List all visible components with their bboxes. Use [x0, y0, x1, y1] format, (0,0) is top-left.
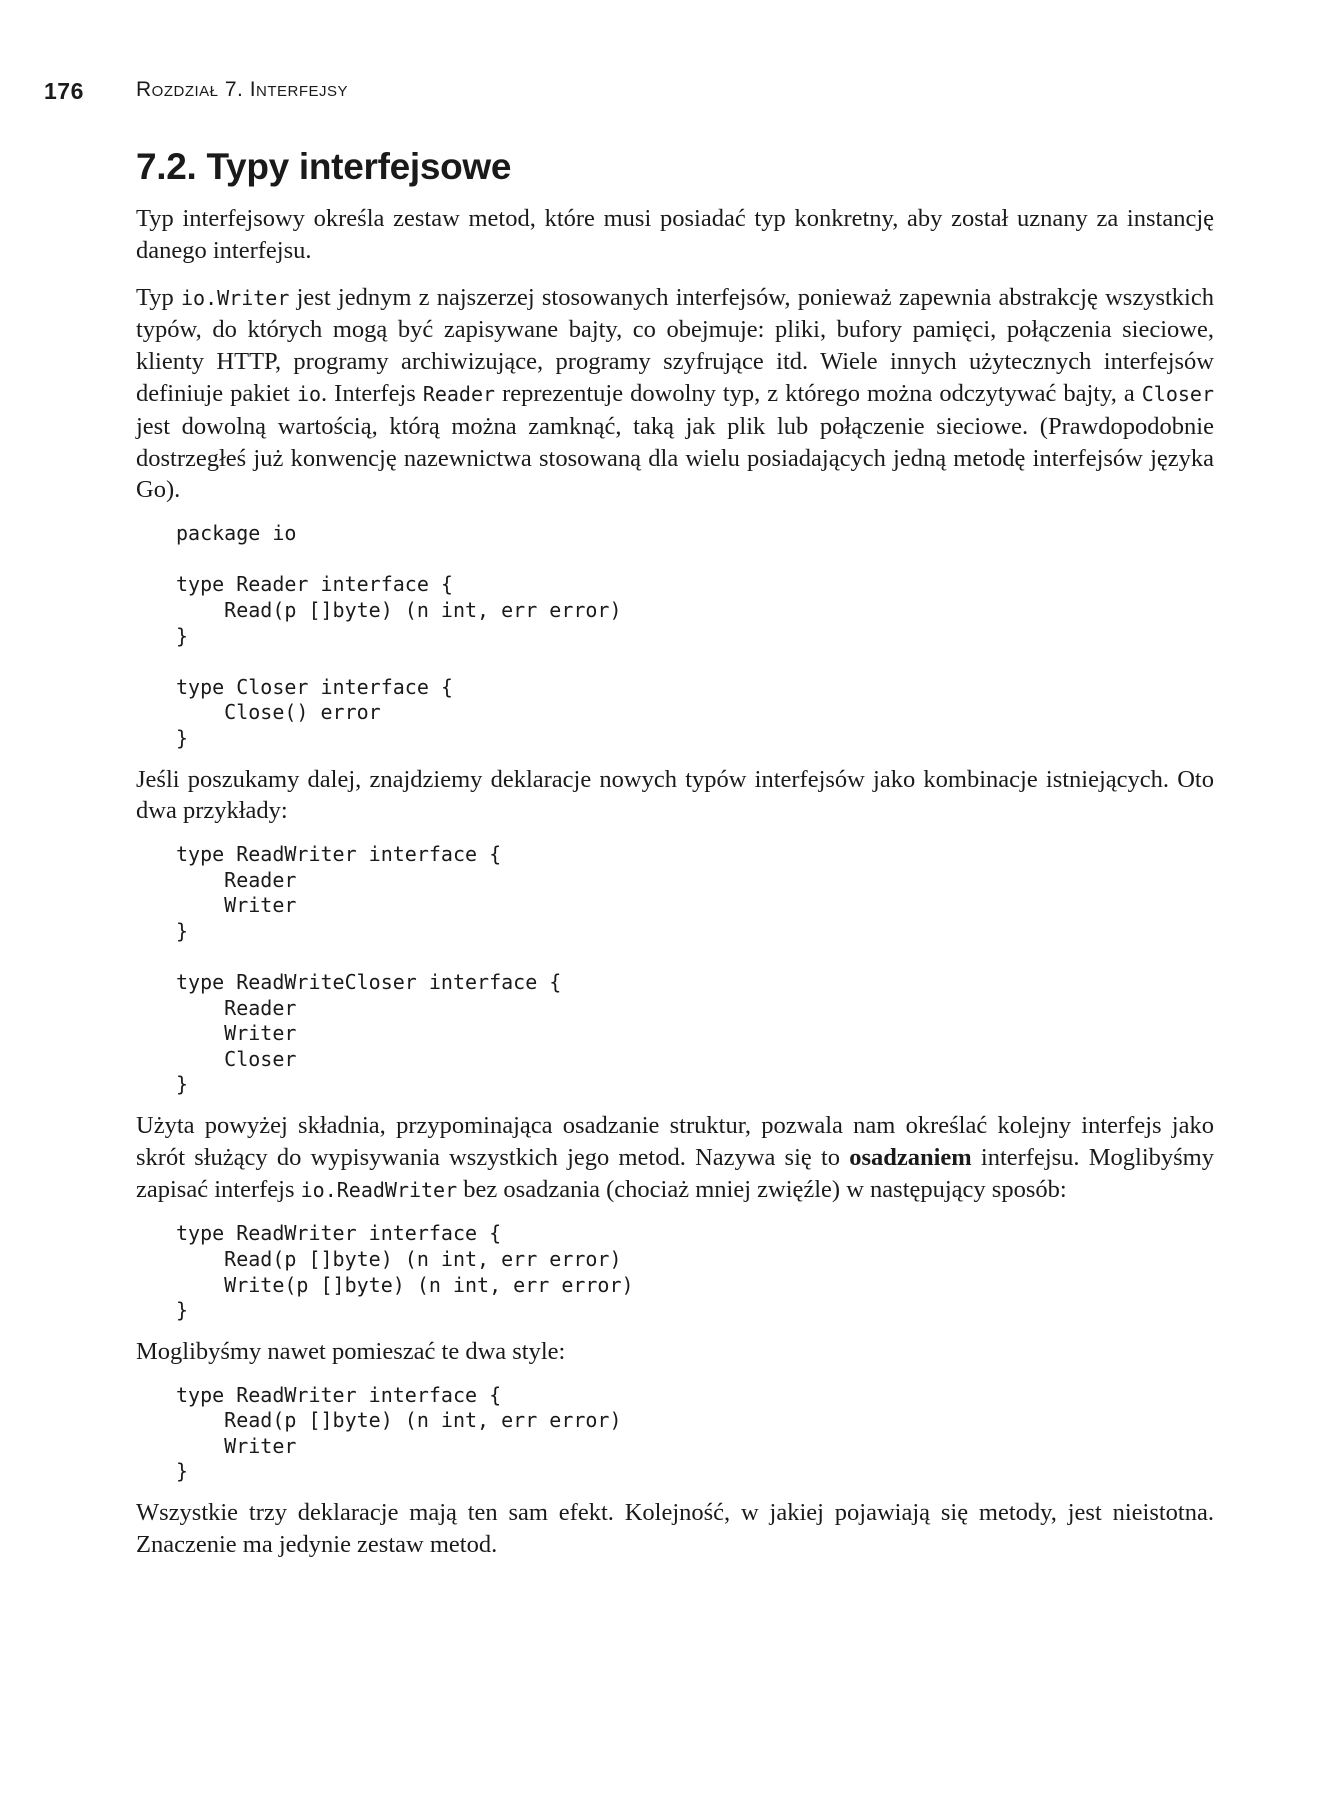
text-run: jest jednym z najszerzej stosowanych interfejsów, ponieważ zapewnia abstrakcję wszystkich typów, do których mogą być zapisywane bajty, co obejmuje: pliki, bufory pamięci, połączenia sieciowe, klienty HTTP, programy archiwizujące, programy szyfrujące itd. Wiele innych użytecznych interfejsów definiuje pakiet [136, 283, 1214, 407]
paragraph-io-writer [136, 282, 1214, 507]
text-run: Typ [136, 283, 181, 311]
code-block-readwriter-explicit: type ReadWriter interface { Read(p []byte) (n int, err error) Write(p []byte) (n int, err error) } [176, 1221, 634, 1323]
text-run: . Interfejs [321, 379, 423, 407]
inline-code: Closer [1141, 381, 1214, 406]
section-title: 7.2. Typy interfejsowe [136, 146, 512, 187]
text-run: jest dowolną wartością, którą można zamknąć, taką jak plik lub połączenie sieciowe. (Prawdopodobnie dostrzegłeś już konwencję nazewnictwa stosowaną dla wielu posiadających jedną metodę interfejsów języka Go). [136, 412, 1214, 504]
text-run: Użyta powyżej składnia, przypominająca osadzanie struktur, pozwala nam określać kolejny interfejs jako skrót służący do wypisywania wszystkich jego metod. Nazywa się to [136, 1112, 1214, 1171]
text-run: reprezentuje dowolny typ, z którego można odczytywać bajty, a [495, 379, 1142, 407]
code-block-reader-closer: package io type Reader interface { Read(p []byte) (n int, err error) } type Closer interface { Close() error } [176, 521, 622, 750]
inline-code: io.ReadWriter [300, 1177, 458, 1202]
paragraph-combinations: Jeśli poszukamy dalej, znajdziemy deklaracje nowych typów interfejsów jako kombinacje istniejących. Oto dwa przykłady: [136, 765, 1214, 825]
bold-term: osadzaniem [849, 1143, 972, 1171]
text-run: bez osadzania (chociaż mniej zwięźle) w następujący sposób: [457, 1175, 1067, 1203]
inline-code: io [296, 381, 322, 406]
page-content [136, 203, 1214, 1576]
paragraph-conclusion: Wszystkie trzy deklaracje mają ten sam efekt. Kolejność, w jakiej pojawiają się metody, jest nieistotna. Znaczenie ma jedynie zestaw metod. [136, 1498, 1214, 1558]
page-number: 176 [44, 78, 84, 104]
code-block-embedded-interfaces: type ReadWriter interface { Reader Writer } type ReadWriteCloser interface { Reader Writer Closer } [176, 842, 562, 1097]
inline-code: io.Writer [181, 285, 290, 310]
paragraph-mixed-styles: Moglibyśmy nawet pomieszać te dwa style: [136, 1337, 566, 1365]
chapter-label: Rozdział 7. Interfejsy [136, 78, 349, 101]
code-block-readwriter-mixed: type ReadWriter interface { Read(p []byte) (n int, err error) Writer } [176, 1382, 622, 1484]
inline-code: Reader [422, 381, 496, 406]
paragraph-embedding [136, 1110, 1214, 1206]
text-run: interfejsu. Moglibyśmy zapisać interfejs [136, 1143, 1214, 1203]
paragraph-definition: Typ interfejsowy określa zestaw metod, które musi posiadać typ konkretny, aby został uznany za instancję danego interfejsu. [136, 205, 1214, 264]
